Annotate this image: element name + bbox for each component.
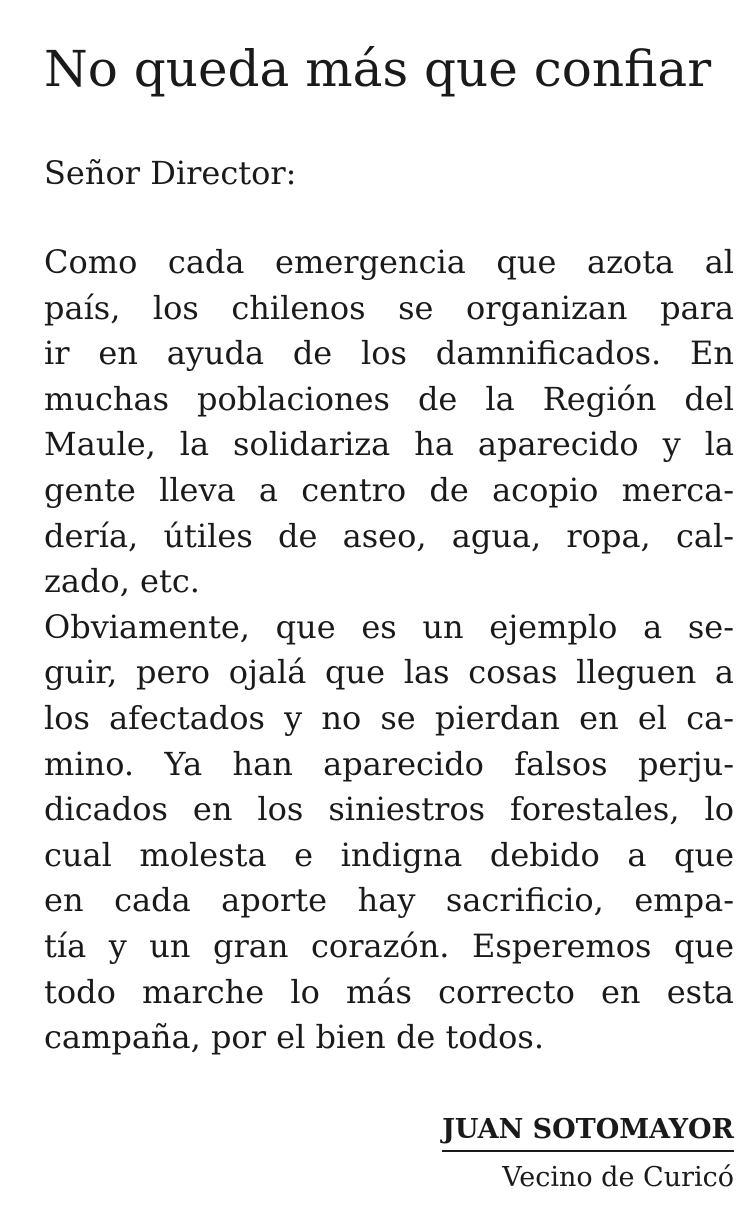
text-line: Obviamente, que es un ejemplo a se- — [44, 607, 734, 646]
author-location: Vecino de Curicó — [502, 1162, 734, 1193]
text-line: gente lleva a centro de acopio merca- — [44, 470, 734, 509]
text-line: Como cada emergencia que azota al — [44, 243, 734, 281]
author-name: JUAN SOTOMAYOR — [442, 1112, 734, 1152]
text-line: todo marche lo más correcto en esta — [44, 972, 734, 1011]
text-line: campaña, por el bien de todos. — [44, 1018, 544, 1057]
text-line: país, los chilenos se organizan para — [44, 288, 734, 327]
text-line: ir en ayuda de los damnificados. En — [44, 334, 734, 373]
salutation: Señor Director: — [44, 154, 297, 192]
text-line: dicados en los siniestros forestales, lo — [44, 790, 734, 829]
text-line: los afectados y no se pierdan en el ca- — [44, 698, 734, 737]
signature-block — [442, 1112, 734, 1198]
text-line: en cada aporte hay sacrificio, empa- — [44, 881, 734, 920]
text-line: zado, etc. — [44, 562, 200, 601]
text-line: mino. Ya han aparecido falsos perju- — [44, 744, 734, 783]
letter-body — [44, 240, 734, 1061]
text-line: Maule, la solidariza ha aparecido y la — [44, 425, 734, 464]
text-line: tía y un gran corazón. Esperemos que — [44, 926, 734, 965]
letter-title: No queda más que confiar — [44, 40, 712, 98]
text-line: cual molesta e indigna debido a que — [44, 835, 734, 874]
text-line: muchas poblaciones de la Región del — [44, 379, 734, 418]
text-line: guir, pero ojalá que las cosas lleguen a — [44, 653, 734, 692]
paragraph-1 — [44, 240, 734, 605]
text-line: dería, útiles de aseo, agua, ropa, cal- — [44, 516, 734, 555]
paragraph-2 — [44, 605, 734, 1061]
